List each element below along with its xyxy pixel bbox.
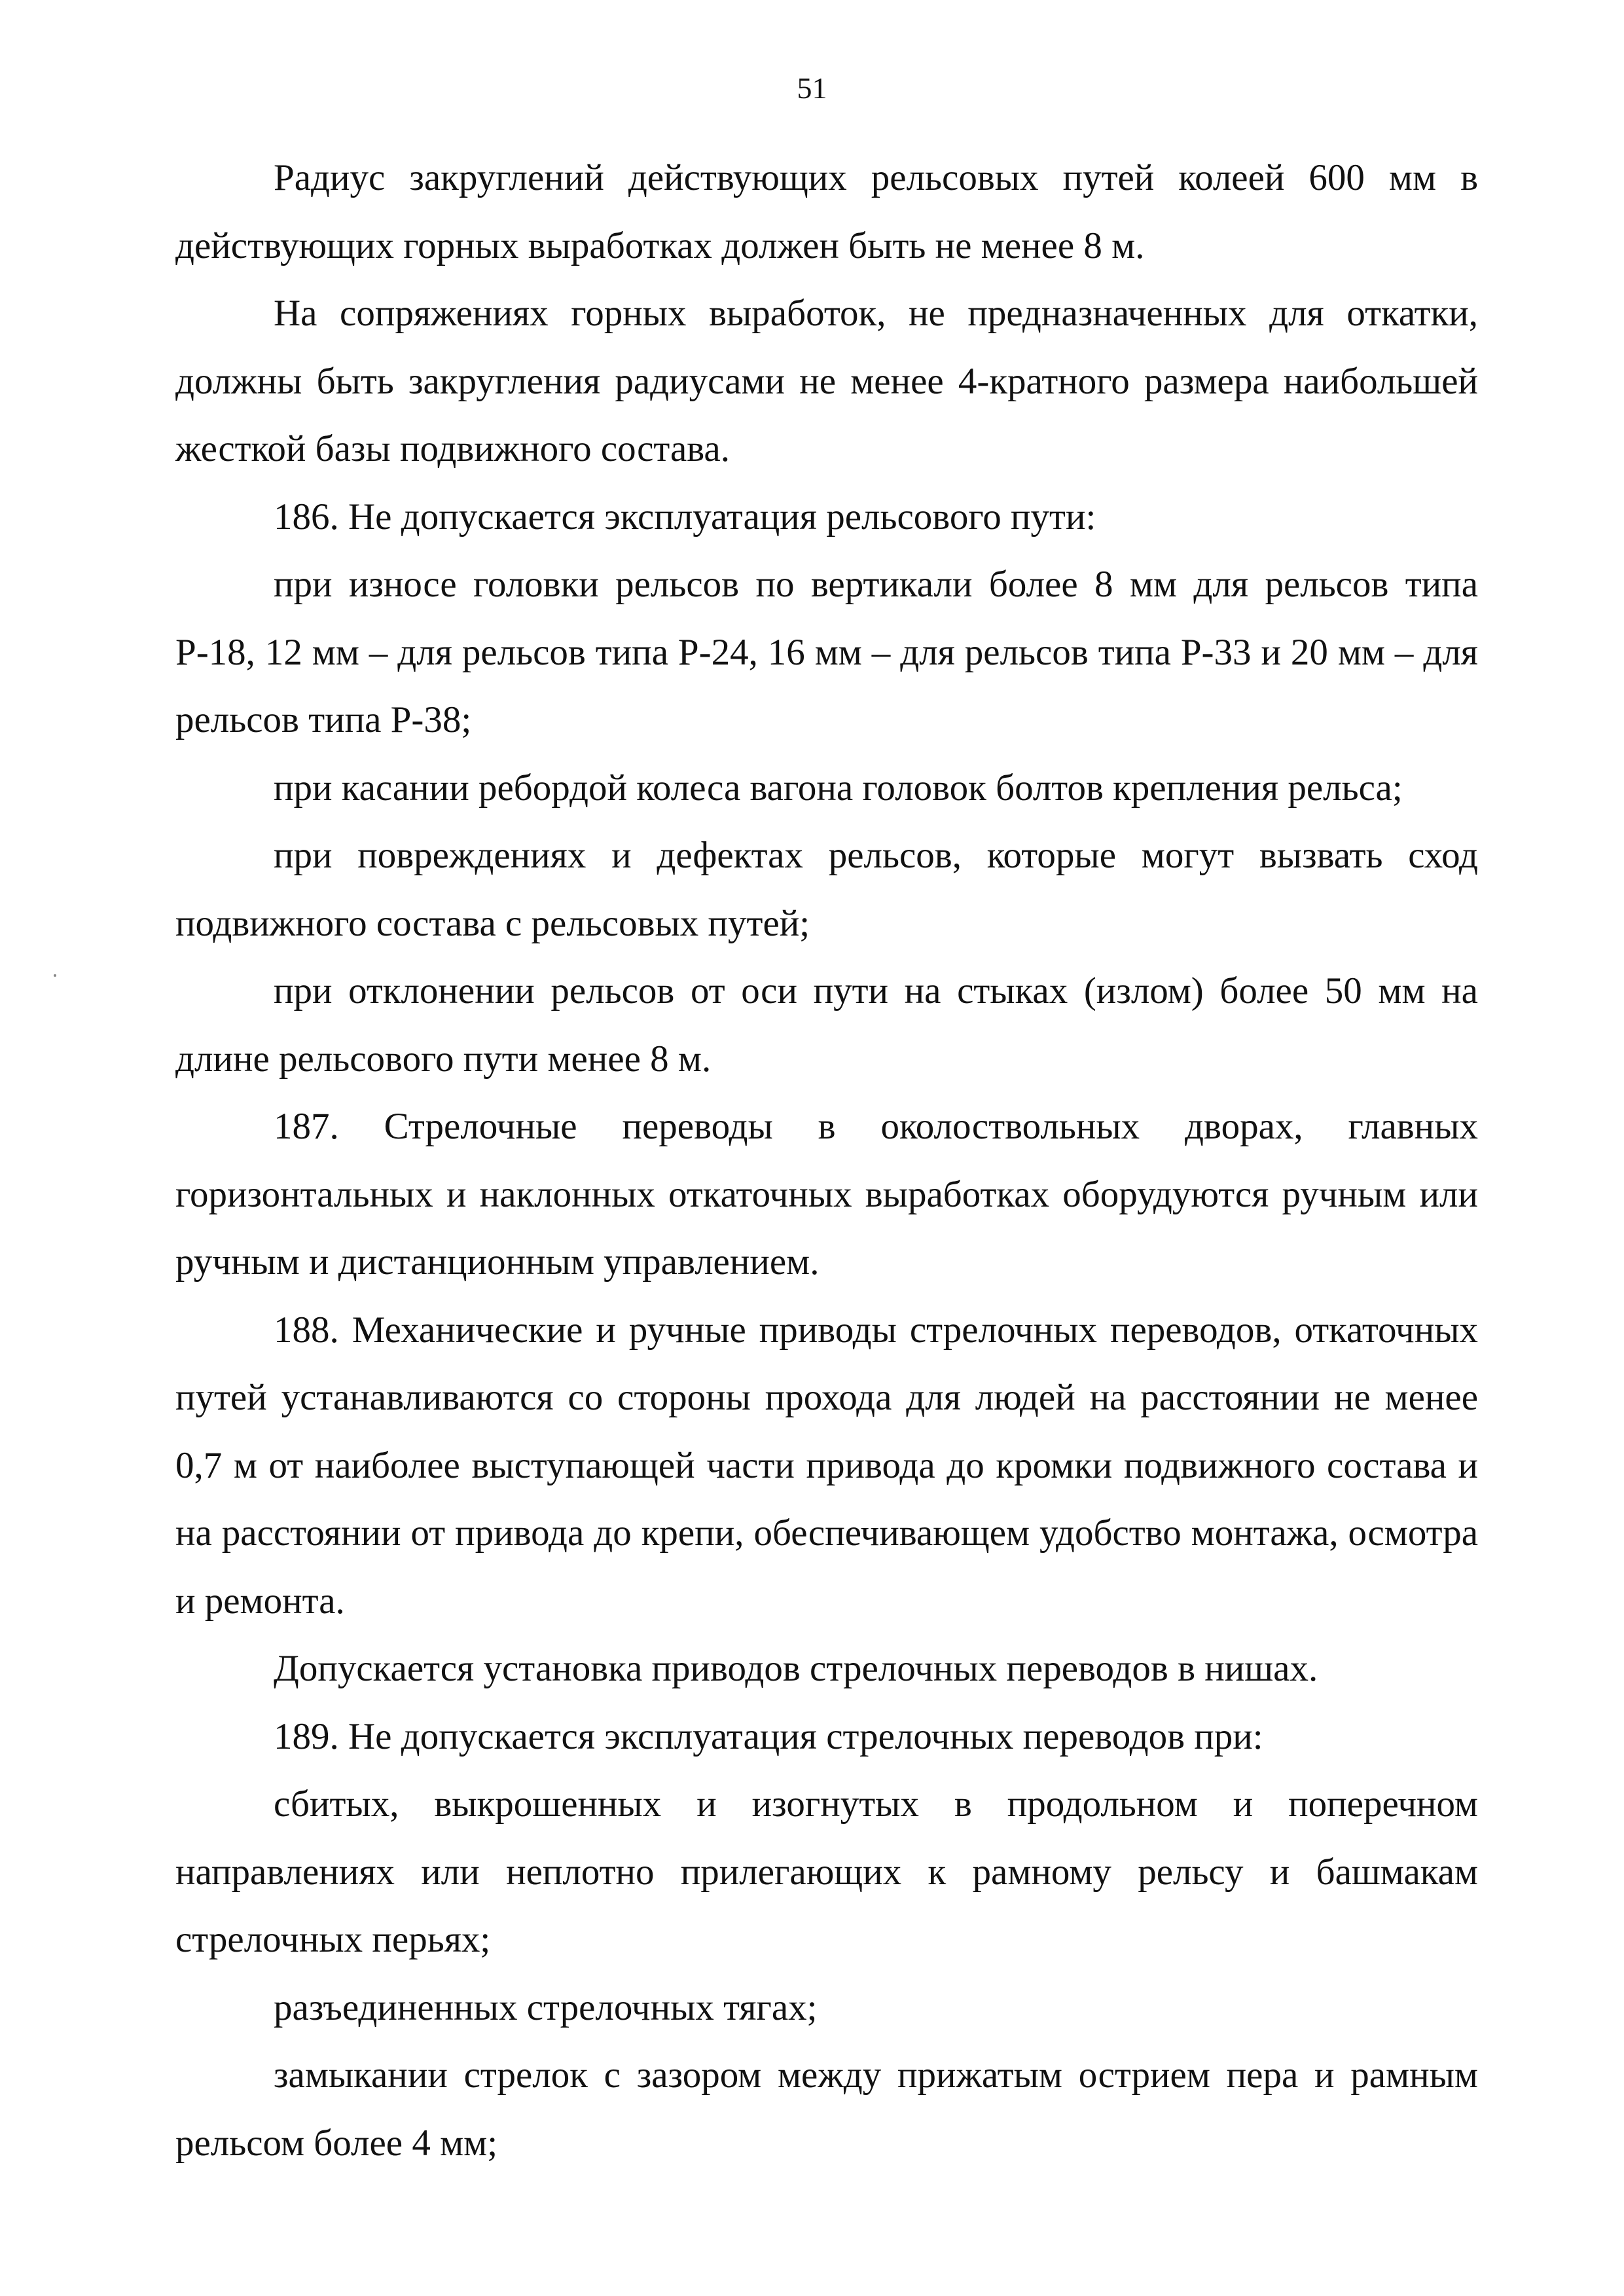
paragraph-switch-rods: разъединенных стрелочных тягах;	[274, 1986, 818, 2028]
paragraph-189: 189. Не допускается эксплуатация стрелочных переводов при:	[274, 1715, 1263, 1757]
page-number: 51	[797, 71, 827, 105]
paragraph-switch-gap: замыкании стрелок с зазором между прижатым острием пера и рамным рельсом более 4 мм;	[175, 2054, 1478, 2164]
scan-speck	[54, 974, 56, 977]
document-body	[175, 144, 1478, 2177]
paragraph-junctions: На сопряжениях горных выработок, не предназначенных для откатки, должны быть закругления радиусами не менее 4-кратного размера наибольшей жесткой базы подвижного состава.	[175, 293, 1478, 469]
paragraph-switch-blades: сбитых, выкрошенных и изогнутых в продольном и поперечном направлениях или неплотно прилегающих к рамному рельсу и башмакам стрелочных перьях;	[175, 1783, 1478, 1960]
paragraph-flange-contact: при касании ребордой колеса вагона головок болтов крепления рельса;	[274, 767, 1403, 809]
paragraph-rail-defects: при повреждениях и дефектах рельсов, которые могут вызвать сход подвижного состава с рельсовых путей;	[175, 835, 1478, 944]
paragraph-187: 187. Стрелочные переводы в околоствольных дворах, главных горизонтальных и наклонных откаточных выработках оборудуются ручным или ручным и дистанционным управлением.	[175, 1106, 1478, 1283]
paragraph-rail-wear: при износе головки рельсов по вертикали более 8 мм для рельсов типа Р-18, 12 мм – для рельсов типа Р-24, 16 мм – для рельсов типа Р-33 и 20 мм – для рельсов типа Р-38;	[175, 564, 1478, 740]
paragraph-188: 188. Механические и ручные приводы стрелочных переводов, откаточных путей устанавливаются со стороны прохода для людей на расстоянии не менее 0,7 м от наиболее выступающей части привода до кромки подвижного состава и на расстоянии от привода до крепи, обеспечивающем удобство монтажа, осмотра и ремонта.	[175, 1309, 1478, 1622]
paragraph-186: 186. Не допускается эксплуатация рельсового пути:	[274, 496, 1096, 538]
paragraph-curve-radius: Радиус закруглений действующих рельсовых путей колеей 600 мм в действующих горных выработках должен быть не менее 8 м.	[175, 157, 1478, 266]
paragraph-niches: Допускается установка приводов стрелочных переводов в нишах.	[274, 1648, 1318, 1689]
paragraph-rail-deviation: при отклонении рельсов от оси пути на стыках (излом) более 50 мм на длине рельсового пути менее 8 м.	[175, 970, 1478, 1080]
